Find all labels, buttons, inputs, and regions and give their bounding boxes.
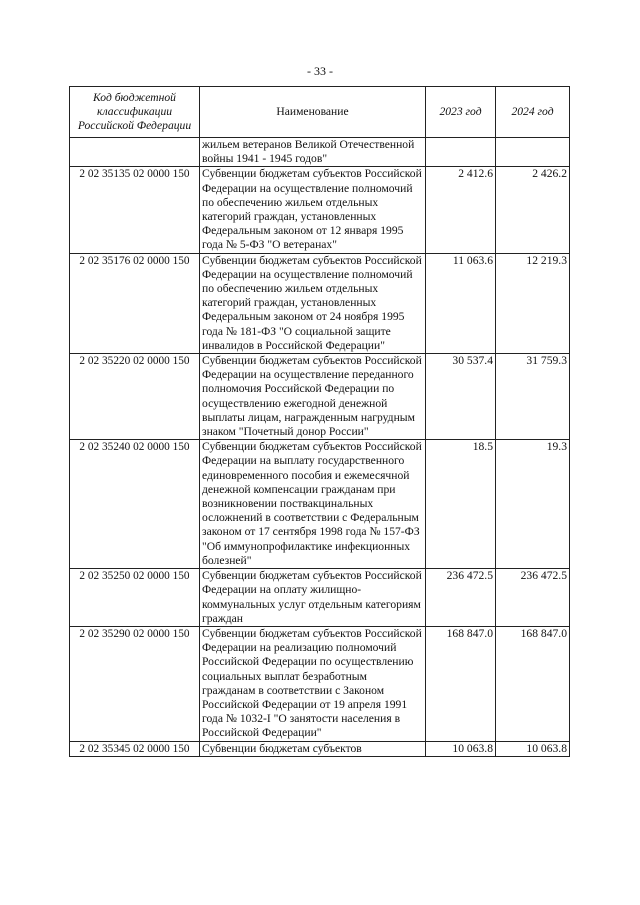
table-row bbox=[70, 741, 570, 756]
budget-table bbox=[69, 86, 570, 757]
row-2023: 2 412.6 bbox=[426, 167, 496, 253]
row-code: 2 02 35345 02 0000 150 bbox=[70, 741, 200, 756]
row-2024: 31 759.3 bbox=[496, 354, 570, 440]
row-code: 2 02 35135 02 0000 150 bbox=[70, 167, 200, 253]
header-2023: 2023 год bbox=[426, 87, 496, 138]
row-code: 2 02 35240 02 0000 150 bbox=[70, 440, 200, 569]
table-row bbox=[70, 167, 570, 253]
row-2024: 236 472.5 bbox=[496, 569, 570, 627]
table-row bbox=[70, 440, 570, 569]
row-2023: 30 537.4 bbox=[426, 354, 496, 440]
row-name: Субвенции бюджетам субъектов Российской Федерации на осуществление полномочий по обеспечению жильем отдельных категорий граждан, установленных Федеральным законом от 12 января 1995 года № 5-ФЗ "О ветеранах" bbox=[200, 167, 426, 253]
row-2023: 10 063.8 bbox=[426, 741, 496, 756]
row-name: Субвенции бюджетам субъектов Российской Федерации на выплату государственного единовременного пособия и ежемесячной денежной компенсации гражданам при возникновении поствакцинальных осложнений в соответствии с Федеральным законом от 17 сентября 1998 года № 157-ФЗ "Об иммунопрофилактике инфекционных болезней" bbox=[200, 440, 426, 569]
row-2024 bbox=[496, 138, 570, 167]
row-2023: 18.5 bbox=[426, 440, 496, 569]
row-2024: 168 847.0 bbox=[496, 626, 570, 741]
row-name: Субвенции бюджетам субъектов bbox=[200, 741, 426, 756]
row-2024: 2 426.2 bbox=[496, 167, 570, 253]
row-2024: 10 063.8 bbox=[496, 741, 570, 756]
row-name: Субвенции бюджетам субъектов Российской Федерации на осуществление переданного полномочия Российской Федерации по осуществлению ежегодной денежной выплаты лицам, награжденным нагрудным знаком "Почетный донор России" bbox=[200, 354, 426, 440]
table-row bbox=[70, 569, 570, 627]
header-code: Код бюджетной классификации Российской Федерации bbox=[70, 87, 200, 138]
row-2023: 236 472.5 bbox=[426, 569, 496, 627]
page-number: - 33 - bbox=[307, 64, 333, 78]
row-2023: 168 847.0 bbox=[426, 626, 496, 741]
table-row bbox=[70, 354, 570, 440]
header-name: Наименование bbox=[200, 87, 426, 138]
row-code: 2 02 35250 02 0000 150 bbox=[70, 569, 200, 627]
row-code: 2 02 35176 02 0000 150 bbox=[70, 253, 200, 353]
row-code: 2 02 35290 02 0000 150 bbox=[70, 626, 200, 741]
row-code bbox=[70, 138, 200, 167]
row-2023 bbox=[426, 138, 496, 167]
table-row bbox=[70, 626, 570, 741]
row-2023: 11 063.6 bbox=[426, 253, 496, 353]
row-2024: 19.3 bbox=[496, 440, 570, 569]
row-2024: 12 219.3 bbox=[496, 253, 570, 353]
table-row bbox=[70, 253, 570, 353]
table-row bbox=[70, 138, 570, 167]
row-name: Субвенции бюджетам субъектов Российской Федерации на оплату жилищно-коммунальных услуг отдельным категориям граждан bbox=[200, 569, 426, 627]
row-code: 2 02 35220 02 0000 150 bbox=[70, 354, 200, 440]
row-name: Субвенции бюджетам субъектов Российской Федерации на реализацию полномочий Российской Федерации по осуществлению социальных выплат безработным гражданам в соответствии с Законом Российской Федерации от 19 апреля 1991 года № 1032-I "О занятости населения в Российской Федерации" bbox=[200, 626, 426, 741]
header-2024: 2024 год bbox=[496, 87, 570, 138]
table-header-row bbox=[70, 87, 570, 138]
row-name: жильем ветеранов Великой Отечественной войны 1941 - 1945 годов" bbox=[200, 138, 426, 167]
row-name: Субвенции бюджетам субъектов Российской Федерации на осуществление полномочий по обеспечению жильем отдельных категорий граждан, установленных Федеральным законом от 24 ноября 1995 года № 181-ФЗ "О социальной защите инвалидов в Российской Федерации" bbox=[200, 253, 426, 353]
